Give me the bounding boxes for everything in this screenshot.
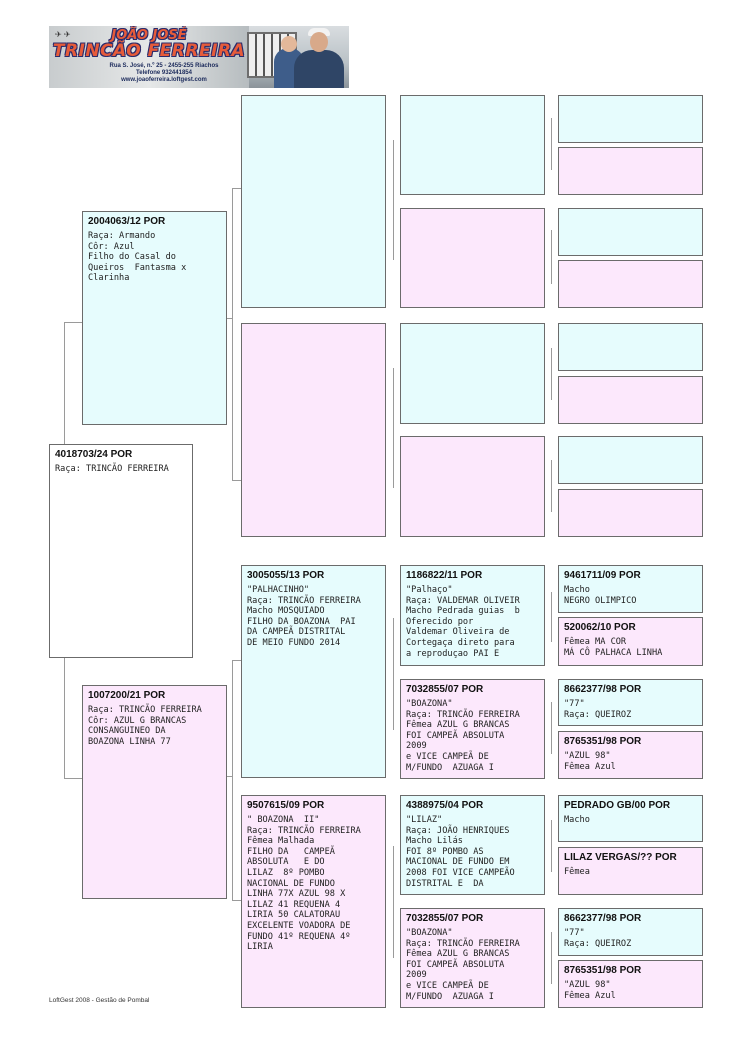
connector-line bbox=[393, 368, 394, 488]
connector-line bbox=[232, 480, 241, 481]
ring-number: LILAZ VERGAS/?? POR bbox=[564, 852, 677, 863]
empty-pedigree-card[interactable] bbox=[558, 489, 703, 537]
pedigree-card[interactable] bbox=[558, 847, 703, 895]
connector-line bbox=[393, 846, 394, 958]
pigeon-details: Raça: TRINCÃO FERREIRA Côr: AZUL G BRANCAS CONSANGUINEO DA BOAZONA LINHA 77 bbox=[88, 705, 202, 747]
empty-pedigree-card[interactable] bbox=[400, 436, 545, 537]
pedigree-card[interactable] bbox=[400, 565, 545, 666]
ring-number: 7032855/07 POR bbox=[406, 684, 484, 695]
connector-line bbox=[227, 776, 233, 777]
empty-pedigree-card[interactable] bbox=[558, 260, 703, 308]
empty-pedigree-card[interactable] bbox=[400, 323, 545, 424]
subject-card[interactable] bbox=[49, 444, 193, 658]
connector-line bbox=[551, 592, 552, 642]
pigeon-details: Fêmea MA COR MÁ CÔ PALHACA LINHA bbox=[564, 637, 663, 658]
empty-pedigree-card[interactable] bbox=[558, 323, 703, 371]
empty-pedigree-card[interactable] bbox=[558, 95, 703, 143]
connector-line bbox=[551, 118, 552, 170]
connector-line bbox=[232, 188, 233, 480]
connector-line bbox=[551, 230, 552, 284]
pigeon-details: "BOAZONA" Raça: TRINCÃO FERREIRA Fêmea AZUL G BRANCAS FOI CAMPEÃ ABSOLUTA 2009 e VICE CAMPEÃ DE M/FUNDO AZUAGA I bbox=[406, 928, 520, 1002]
ring-number: 8765351/98 POR bbox=[564, 965, 642, 976]
birds-icon: ✈ ✈ bbox=[55, 30, 71, 39]
banner-address: Rua S. José, n.º 25 - 2455-255 Riachos bbox=[109, 63, 219, 69]
banner-title-line2: TRINCÃO FERREIRA bbox=[52, 41, 246, 61]
grandsire-empty-card[interactable] bbox=[241, 95, 386, 308]
empty-pedigree-card[interactable] bbox=[558, 376, 703, 424]
connector-line bbox=[64, 322, 65, 444]
connector-line bbox=[227, 318, 233, 319]
banner-title-line1: JOÃO JOSÉ bbox=[111, 28, 187, 43]
sire-card[interactable] bbox=[82, 211, 227, 425]
pedigree-card[interactable] bbox=[558, 565, 703, 613]
connector-line bbox=[551, 820, 552, 872]
pigeon-details: "AZUL 98" Fêmea Azul bbox=[564, 751, 616, 772]
ring-number: 7032855/07 POR bbox=[406, 913, 484, 924]
empty-pedigree-card[interactable] bbox=[400, 208, 545, 308]
ring-number: 8765351/98 POR bbox=[564, 736, 642, 747]
pedigree-card[interactable] bbox=[558, 795, 703, 842]
pigeon-details: Macho bbox=[564, 815, 590, 825]
pigeon-details: "PALHACINHO" Raça: TRINCÃO FERREIRA Macho MOSQUIADO FILHO DA BOAZONA PAI DA CAMPEÃ DISTRITAL DE MEIO FUNDO 2014 bbox=[247, 585, 361, 648]
granddam-empty-card[interactable] bbox=[241, 323, 386, 537]
pigeon-details: "AZUL 98" Fêmea Azul bbox=[564, 980, 616, 1001]
pigeon-details: Fêmea bbox=[564, 867, 590, 877]
connector-line bbox=[64, 322, 82, 323]
dam-dam-card[interactable] bbox=[241, 795, 386, 1008]
pigeon-details: Raça: TRINCÃO FERREIRA bbox=[55, 464, 169, 474]
pigeon-details: "77" Raça: QUEIROZ bbox=[564, 928, 632, 949]
connector-line bbox=[232, 900, 241, 901]
connector-line bbox=[551, 932, 552, 984]
ring-number: 4388975/04 POR bbox=[406, 800, 484, 811]
connector-line bbox=[232, 660, 233, 900]
pigeon-details: "Palhaço" Raça: VALDEMAR OLIVEIR Macho Pedrada guias b Oferecido por Valdemar Oliveira de Cortegaça direto para a reproduçao PAI E bbox=[406, 585, 520, 659]
connector-line bbox=[551, 460, 552, 512]
connector-line bbox=[64, 658, 65, 778]
dam-card[interactable] bbox=[82, 685, 227, 899]
connector-line bbox=[232, 660, 241, 661]
dam-sire-card[interactable] bbox=[241, 565, 386, 778]
ring-number: 9507615/09 POR bbox=[247, 800, 325, 811]
pigeon-details: Macho NEGRO OLIMPICO bbox=[564, 585, 637, 606]
banner-phone: Telefone 932441854 bbox=[136, 70, 192, 76]
pedigree-card[interactable] bbox=[558, 960, 703, 1008]
ring-number: 9461711/09 POR bbox=[564, 570, 641, 581]
pigeon-details: "BOAZONA" Raça: TRINCÃO FERREIRA Fêmea AZUL G BRANCAS FOI CAMPEÃ ABSOLUTA 2009 e VICE CAMPEÃ DE M/FUNDO AZUAGA I bbox=[406, 699, 520, 773]
header-banner bbox=[49, 26, 349, 88]
pedigree-card[interactable] bbox=[400, 908, 545, 1008]
connector-line bbox=[232, 188, 241, 189]
connector-line bbox=[551, 702, 552, 754]
connector-line bbox=[551, 348, 552, 400]
empty-pedigree-card[interactable] bbox=[558, 147, 703, 195]
pedigree-card[interactable] bbox=[400, 679, 545, 779]
footer-credit: LoftGest 2008 - Gestão de Pombal bbox=[49, 997, 150, 1004]
banner-photo-man bbox=[294, 50, 344, 88]
banner-website: www.joaoferreira.loftgest.com bbox=[121, 77, 207, 83]
connector-line bbox=[64, 778, 82, 779]
pedigree-card[interactable] bbox=[558, 617, 703, 666]
ring-number: 4018703/24 POR bbox=[55, 449, 133, 460]
ring-number: 520062/10 POR bbox=[564, 622, 636, 633]
pigeon-details: "LILAZ" Raça: JOÃO HENRIQUES Macho Lilás FOI 8º POMBO AS MACIONAL DE FUNDO EM 2008 FOI VICE CAMPEÃO DISTRITAL E DA bbox=[406, 815, 515, 889]
connector-line bbox=[393, 140, 394, 260]
ring-number: 8662377/98 POR bbox=[564, 913, 642, 924]
ring-number: PEDRADO GB/00 POR bbox=[564, 800, 671, 811]
pedigree-card[interactable] bbox=[558, 731, 703, 779]
pigeon-details: Raça: Armando Côr: Azul Filho do Casal do Queiros Fantasma x Clarinha bbox=[88, 231, 187, 284]
pedigree-card[interactable] bbox=[400, 795, 545, 895]
connector-line bbox=[393, 618, 394, 730]
empty-pedigree-card[interactable] bbox=[400, 95, 545, 195]
ring-number: 1007200/21 POR bbox=[88, 690, 166, 701]
pedigree-card[interactable] bbox=[558, 908, 703, 956]
pigeon-details: "77" Raça: QUEIROZ bbox=[564, 699, 632, 720]
ring-number: 8662377/98 POR bbox=[564, 684, 642, 695]
ring-number: 3005055/13 POR bbox=[247, 570, 325, 581]
ring-number: 1186822/11 POR bbox=[406, 570, 483, 581]
pigeon-details: " BOAZONA II" Raça: TRINCÃO FERREIRA Fêmea Malhada FILHO DA CAMPEÃ ABSOLUTA E DO LILAZ 8º POMBO NACIONAL DE FUNDO LINHA 77X AZUL 98 X LILAZ 41 REQUENA 4 LIRIA 50 CALATORAU EXCELENTE VOADORA DE FUNDO 41º REQUENA 4º LIRIA bbox=[247, 815, 361, 953]
empty-pedigree-card[interactable] bbox=[558, 208, 703, 256]
empty-pedigree-card[interactable] bbox=[558, 436, 703, 484]
ring-number: 2004063/12 POR bbox=[88, 216, 166, 227]
pedigree-card[interactable] bbox=[558, 679, 703, 726]
